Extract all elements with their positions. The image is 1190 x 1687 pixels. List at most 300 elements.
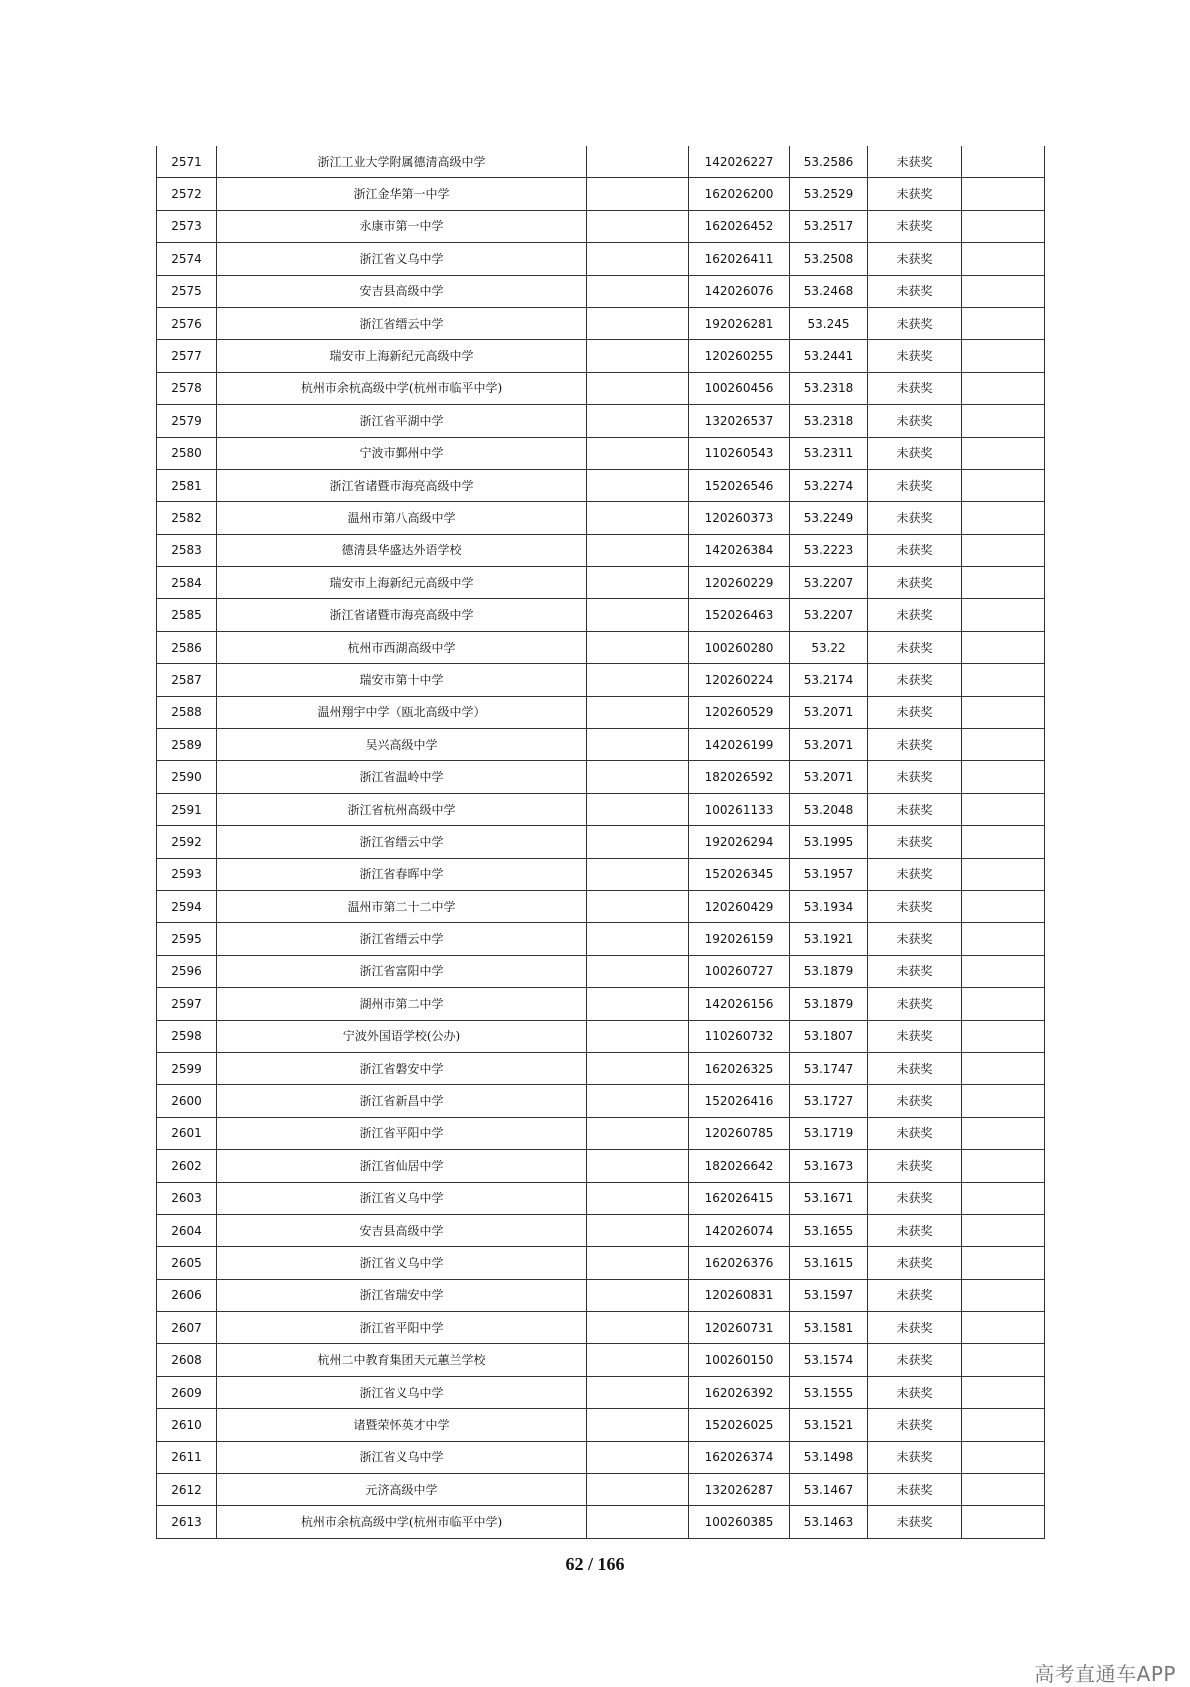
blank-cell (587, 1117, 689, 1149)
score-cell: 53.2508 (790, 243, 868, 275)
rank-cell: 2608 (157, 1344, 217, 1376)
award-cell: 未获奖 (868, 729, 962, 761)
blank-cell (587, 469, 689, 501)
id-cell: 100261133 (689, 793, 790, 825)
blank-cell (587, 1052, 689, 1084)
school-cell: 浙江省瑞安中学 (217, 1279, 587, 1311)
rank-cell: 2613 (157, 1506, 217, 1538)
table-row (157, 1150, 1045, 1182)
blank-cell (587, 761, 689, 793)
school-cell: 温州翔宇中学（瓯北高级中学） (217, 696, 587, 728)
rank-cell: 2603 (157, 1182, 217, 1214)
school-cell: 安吉县高级中学 (217, 1214, 587, 1246)
table-row (157, 372, 1045, 404)
note-cell (962, 210, 1045, 242)
score-cell: 53.2318 (790, 372, 868, 404)
rank-cell: 2589 (157, 729, 217, 761)
id-cell: 100260280 (689, 631, 790, 663)
score-cell: 53.1879 (790, 955, 868, 987)
school-cell: 杭州市西湖高级中学 (217, 631, 587, 663)
id-cell: 162026325 (689, 1052, 790, 1084)
note-cell (962, 502, 1045, 534)
award-cell: 未获奖 (868, 955, 962, 987)
award-cell: 未获奖 (868, 469, 962, 501)
rank-cell: 2585 (157, 599, 217, 631)
table-row (157, 890, 1045, 922)
table-row (157, 567, 1045, 599)
award-cell: 未获奖 (868, 1312, 962, 1344)
school-cell: 浙江省义乌中学 (217, 1247, 587, 1279)
rank-cell: 2591 (157, 793, 217, 825)
note-cell (962, 1441, 1045, 1473)
award-cell: 未获奖 (868, 696, 962, 728)
rank-cell: 2593 (157, 858, 217, 890)
table-row (157, 761, 1045, 793)
table-row (157, 437, 1045, 469)
award-cell: 未获奖 (868, 1150, 962, 1182)
school-cell: 浙江省新昌中学 (217, 1085, 587, 1117)
score-cell: 53.2517 (790, 210, 868, 242)
school-cell: 吴兴高级中学 (217, 729, 587, 761)
note-cell (962, 1474, 1045, 1506)
note-cell (962, 178, 1045, 210)
award-cell: 未获奖 (868, 340, 962, 372)
blank-cell (587, 1150, 689, 1182)
award-cell: 未获奖 (868, 664, 962, 696)
rank-cell: 2582 (157, 502, 217, 534)
score-cell: 53.1957 (790, 858, 868, 890)
table-row (157, 534, 1045, 566)
note-cell (962, 890, 1045, 922)
score-cell: 53.2223 (790, 534, 868, 566)
rank-cell: 2571 (157, 146, 217, 178)
award-cell: 未获奖 (868, 146, 962, 178)
score-cell: 53.2529 (790, 178, 868, 210)
school-cell: 瑞安市第十中学 (217, 664, 587, 696)
school-cell: 浙江省义乌中学 (217, 1376, 587, 1408)
id-cell: 162026376 (689, 1247, 790, 1279)
score-cell: 53.2441 (790, 340, 868, 372)
blank-cell (587, 307, 689, 339)
blank-cell (587, 1474, 689, 1506)
note-cell (962, 1117, 1045, 1149)
id-cell: 120260255 (689, 340, 790, 372)
id-cell: 120260373 (689, 502, 790, 534)
id-cell: 120260785 (689, 1117, 790, 1149)
rank-cell: 2584 (157, 567, 217, 599)
note-cell (962, 372, 1045, 404)
table-row (157, 988, 1045, 1020)
rank-cell: 2572 (157, 178, 217, 210)
award-cell: 未获奖 (868, 1247, 962, 1279)
school-cell: 浙江省平湖中学 (217, 405, 587, 437)
table-row (157, 1312, 1045, 1344)
blank-cell (587, 534, 689, 566)
id-cell: 100260456 (689, 372, 790, 404)
id-cell: 120260831 (689, 1279, 790, 1311)
award-cell: 未获奖 (868, 599, 962, 631)
table-row (157, 1409, 1045, 1441)
award-cell: 未获奖 (868, 372, 962, 404)
id-cell: 162026200 (689, 178, 790, 210)
award-cell: 未获奖 (868, 1506, 962, 1538)
table-row (157, 1117, 1045, 1149)
rank-cell: 2577 (157, 340, 217, 372)
id-cell: 110260732 (689, 1020, 790, 1052)
blank-cell (587, 405, 689, 437)
table-row (157, 1182, 1045, 1214)
id-cell: 110260543 (689, 437, 790, 469)
rank-cell: 2596 (157, 955, 217, 987)
rank-cell: 2588 (157, 696, 217, 728)
rank-cell: 2606 (157, 1279, 217, 1311)
table-row (157, 664, 1045, 696)
note-cell (962, 1182, 1045, 1214)
award-cell: 未获奖 (868, 793, 962, 825)
award-cell: 未获奖 (868, 1085, 962, 1117)
school-cell: 元济高级中学 (217, 1474, 587, 1506)
score-cell: 53.2586 (790, 146, 868, 178)
note-cell (962, 858, 1045, 890)
school-cell: 浙江省义乌中学 (217, 1182, 587, 1214)
award-cell: 未获奖 (868, 210, 962, 242)
score-cell: 53.2207 (790, 567, 868, 599)
score-cell: 53.1581 (790, 1312, 868, 1344)
note-cell (962, 1052, 1045, 1084)
id-cell: 100260385 (689, 1506, 790, 1538)
note-cell (962, 1376, 1045, 1408)
rank-cell: 2607 (157, 1312, 217, 1344)
table-row (157, 405, 1045, 437)
blank-cell (587, 1506, 689, 1538)
score-cell: 53.1521 (790, 1409, 868, 1441)
score-cell: 53.1671 (790, 1182, 868, 1214)
id-cell: 152026546 (689, 469, 790, 501)
table-row (157, 696, 1045, 728)
school-cell: 浙江省春晖中学 (217, 858, 587, 890)
rank-cell: 2601 (157, 1117, 217, 1149)
note-cell (962, 1020, 1045, 1052)
note-cell (962, 243, 1045, 275)
rank-cell: 2592 (157, 826, 217, 858)
blank-cell (587, 567, 689, 599)
school-cell: 温州市第二十二中学 (217, 890, 587, 922)
score-cell: 53.1655 (790, 1214, 868, 1246)
table-row (157, 469, 1045, 501)
award-cell: 未获奖 (868, 1344, 962, 1376)
id-cell: 192026281 (689, 307, 790, 339)
score-cell: 53.1879 (790, 988, 868, 1020)
score-cell: 53.1921 (790, 923, 868, 955)
score-cell: 53.1747 (790, 1052, 868, 1084)
blank-cell (587, 599, 689, 631)
rank-cell: 2576 (157, 307, 217, 339)
rank-cell: 2579 (157, 405, 217, 437)
score-cell: 53.22 (790, 631, 868, 663)
score-cell: 53.1995 (790, 826, 868, 858)
score-cell: 53.1727 (790, 1085, 868, 1117)
note-cell (962, 146, 1045, 178)
id-cell: 142026384 (689, 534, 790, 566)
score-cell: 53.2274 (790, 469, 868, 501)
school-cell: 浙江省义乌中学 (217, 1441, 587, 1473)
score-cell: 53.1934 (790, 890, 868, 922)
rank-cell: 2604 (157, 1214, 217, 1246)
award-cell: 未获奖 (868, 534, 962, 566)
award-cell: 未获奖 (868, 1441, 962, 1473)
rank-cell: 2583 (157, 534, 217, 566)
blank-cell (587, 696, 689, 728)
table-row (157, 826, 1045, 858)
blank-cell (587, 1085, 689, 1117)
table-row (157, 1214, 1045, 1246)
award-cell: 未获奖 (868, 1214, 962, 1246)
school-cell: 德清县华盛达外语学校 (217, 534, 587, 566)
note-cell (962, 826, 1045, 858)
school-cell: 杭州市余杭高级中学(杭州市临平中学) (217, 1506, 587, 1538)
id-cell: 120260229 (689, 567, 790, 599)
rank-cell: 2610 (157, 1409, 217, 1441)
blank-cell (587, 826, 689, 858)
award-cell: 未获奖 (868, 1376, 962, 1408)
award-cell: 未获奖 (868, 1279, 962, 1311)
school-cell: 浙江金华第一中学 (217, 178, 587, 210)
award-cell: 未获奖 (868, 923, 962, 955)
table-row (157, 243, 1045, 275)
score-cell: 53.2174 (790, 664, 868, 696)
blank-cell (587, 437, 689, 469)
rank-cell: 2590 (157, 761, 217, 793)
rank-cell: 2595 (157, 923, 217, 955)
award-cell: 未获奖 (868, 1474, 962, 1506)
rank-cell: 2580 (157, 437, 217, 469)
rank-cell: 2600 (157, 1085, 217, 1117)
rank-cell: 2598 (157, 1020, 217, 1052)
score-cell: 53.2468 (790, 275, 868, 307)
id-cell: 152026025 (689, 1409, 790, 1441)
note-cell (962, 307, 1045, 339)
school-cell: 瑞安市上海新纪元高级中学 (217, 340, 587, 372)
score-cell: 53.1555 (790, 1376, 868, 1408)
school-cell: 杭州二中教育集团天元蕙兰学校 (217, 1344, 587, 1376)
id-cell: 120260731 (689, 1312, 790, 1344)
blank-cell (587, 890, 689, 922)
blank-cell (587, 923, 689, 955)
id-cell: 100260150 (689, 1344, 790, 1376)
blank-cell (587, 1441, 689, 1473)
id-cell: 100260727 (689, 955, 790, 987)
award-cell: 未获奖 (868, 890, 962, 922)
school-cell: 浙江省缙云中学 (217, 826, 587, 858)
id-cell: 162026415 (689, 1182, 790, 1214)
rank-cell: 2573 (157, 210, 217, 242)
id-cell: 152026345 (689, 858, 790, 890)
page-number: 62 / 166 (565, 1554, 625, 1574)
id-cell: 162026374 (689, 1441, 790, 1473)
blank-cell (587, 372, 689, 404)
id-cell: 192026294 (689, 826, 790, 858)
award-cell: 未获奖 (868, 1052, 962, 1084)
id-cell: 132026537 (689, 405, 790, 437)
score-cell: 53.1673 (790, 1150, 868, 1182)
blank-cell (587, 1312, 689, 1344)
award-cell: 未获奖 (868, 826, 962, 858)
score-cell: 53.2071 (790, 729, 868, 761)
id-cell: 162026452 (689, 210, 790, 242)
blank-cell (587, 1279, 689, 1311)
award-cell: 未获奖 (868, 761, 962, 793)
table-row (157, 1344, 1045, 1376)
score-cell: 53.2249 (790, 502, 868, 534)
blank-cell (587, 1344, 689, 1376)
blank-cell (587, 243, 689, 275)
table-row (157, 1474, 1045, 1506)
table-row (157, 1279, 1045, 1311)
school-cell: 瑞安市上海新纪元高级中学 (217, 567, 587, 599)
note-cell (962, 275, 1045, 307)
school-cell: 浙江省磐安中学 (217, 1052, 587, 1084)
id-cell: 182026592 (689, 761, 790, 793)
rank-cell: 2574 (157, 243, 217, 275)
school-cell: 宁波市鄞州中学 (217, 437, 587, 469)
id-cell: 120260429 (689, 890, 790, 922)
note-cell (962, 955, 1045, 987)
blank-cell (587, 178, 689, 210)
note-cell (962, 1312, 1045, 1344)
award-cell: 未获奖 (868, 1182, 962, 1214)
note-cell (962, 729, 1045, 761)
rank-cell: 2612 (157, 1474, 217, 1506)
score-cell: 53.1807 (790, 1020, 868, 1052)
award-cell: 未获奖 (868, 1117, 962, 1149)
note-cell (962, 437, 1045, 469)
score-cell: 53.2048 (790, 793, 868, 825)
table-row (157, 275, 1045, 307)
rank-cell: 2599 (157, 1052, 217, 1084)
id-cell: 132026287 (689, 1474, 790, 1506)
blank-cell (587, 1214, 689, 1246)
award-cell: 未获奖 (868, 437, 962, 469)
blank-cell (587, 793, 689, 825)
rank-cell: 2578 (157, 372, 217, 404)
award-cell: 未获奖 (868, 307, 962, 339)
id-cell: 142026156 (689, 988, 790, 1020)
award-cell: 未获奖 (868, 858, 962, 890)
score-cell: 53.2311 (790, 437, 868, 469)
id-cell: 162026411 (689, 243, 790, 275)
school-cell: 浙江省诸暨市海亮高级中学 (217, 469, 587, 501)
note-cell (962, 1150, 1045, 1182)
score-cell: 53.2071 (790, 696, 868, 728)
rank-cell: 2597 (157, 988, 217, 1020)
table-row (157, 1085, 1045, 1117)
note-cell (962, 793, 1045, 825)
rank-cell: 2611 (157, 1441, 217, 1473)
note-cell (962, 1279, 1045, 1311)
award-cell: 未获奖 (868, 1020, 962, 1052)
school-cell: 浙江省平阳中学 (217, 1312, 587, 1344)
rank-cell: 2586 (157, 631, 217, 663)
rank-cell: 2587 (157, 664, 217, 696)
table-row (157, 1020, 1045, 1052)
score-cell: 53.1463 (790, 1506, 868, 1538)
rank-cell: 2575 (157, 275, 217, 307)
award-cell: 未获奖 (868, 502, 962, 534)
award-cell: 未获奖 (868, 178, 962, 210)
award-cell: 未获奖 (868, 631, 962, 663)
table-body (157, 146, 1045, 1538)
award-cell: 未获奖 (868, 275, 962, 307)
school-cell: 浙江省缙云中学 (217, 307, 587, 339)
note-cell (962, 1214, 1045, 1246)
table-row (157, 1247, 1045, 1279)
school-cell: 杭州市余杭高级中学(杭州市临平中学) (217, 372, 587, 404)
blank-cell (587, 146, 689, 178)
blank-cell (587, 275, 689, 307)
score-cell: 53.1574 (790, 1344, 868, 1376)
note-cell (962, 761, 1045, 793)
school-cell: 诸暨荣怀英才中学 (217, 1409, 587, 1441)
blank-cell (587, 858, 689, 890)
school-cell: 浙江省平阳中学 (217, 1117, 587, 1149)
note-cell (962, 923, 1045, 955)
table-row (157, 1376, 1045, 1408)
school-cell: 浙江省缙云中学 (217, 923, 587, 955)
blank-cell (587, 1409, 689, 1441)
score-cell: 53.1467 (790, 1474, 868, 1506)
id-cell: 162026392 (689, 1376, 790, 1408)
table-row (157, 307, 1045, 339)
id-cell: 142026076 (689, 275, 790, 307)
id-cell: 182026642 (689, 1150, 790, 1182)
blank-cell (587, 955, 689, 987)
note-cell (962, 469, 1045, 501)
rank-cell: 2602 (157, 1150, 217, 1182)
blank-cell (587, 988, 689, 1020)
school-cell: 浙江省诸暨市海亮高级中学 (217, 599, 587, 631)
id-cell: 142026074 (689, 1214, 790, 1246)
school-cell: 安吉县高级中学 (217, 275, 587, 307)
school-cell: 浙江省温岭中学 (217, 761, 587, 793)
id-cell: 192026159 (689, 923, 790, 955)
blank-cell (587, 210, 689, 242)
note-cell (962, 1409, 1045, 1441)
id-cell: 142026227 (689, 146, 790, 178)
school-cell: 浙江省杭州高级中学 (217, 793, 587, 825)
table-row (157, 502, 1045, 534)
watermark: 高考直通车APP (1034, 1662, 1176, 1686)
table-row (157, 1506, 1045, 1538)
award-cell: 未获奖 (868, 567, 962, 599)
blank-cell (587, 1020, 689, 1052)
table-row (157, 1052, 1045, 1084)
school-cell: 永康市第一中学 (217, 210, 587, 242)
table-row (157, 729, 1045, 761)
score-cell: 53.1498 (790, 1441, 868, 1473)
blank-cell (587, 631, 689, 663)
blank-cell (587, 729, 689, 761)
blank-cell (587, 502, 689, 534)
school-cell: 浙江省仙居中学 (217, 1150, 587, 1182)
blank-cell (587, 340, 689, 372)
school-cell: 湖州市第二中学 (217, 988, 587, 1020)
award-cell: 未获奖 (868, 988, 962, 1020)
rank-cell: 2581 (157, 469, 217, 501)
note-cell (962, 534, 1045, 566)
rank-cell: 2609 (157, 1376, 217, 1408)
school-cell: 浙江工业大学附属德清高级中学 (217, 146, 587, 178)
id-cell: 120260224 (689, 664, 790, 696)
